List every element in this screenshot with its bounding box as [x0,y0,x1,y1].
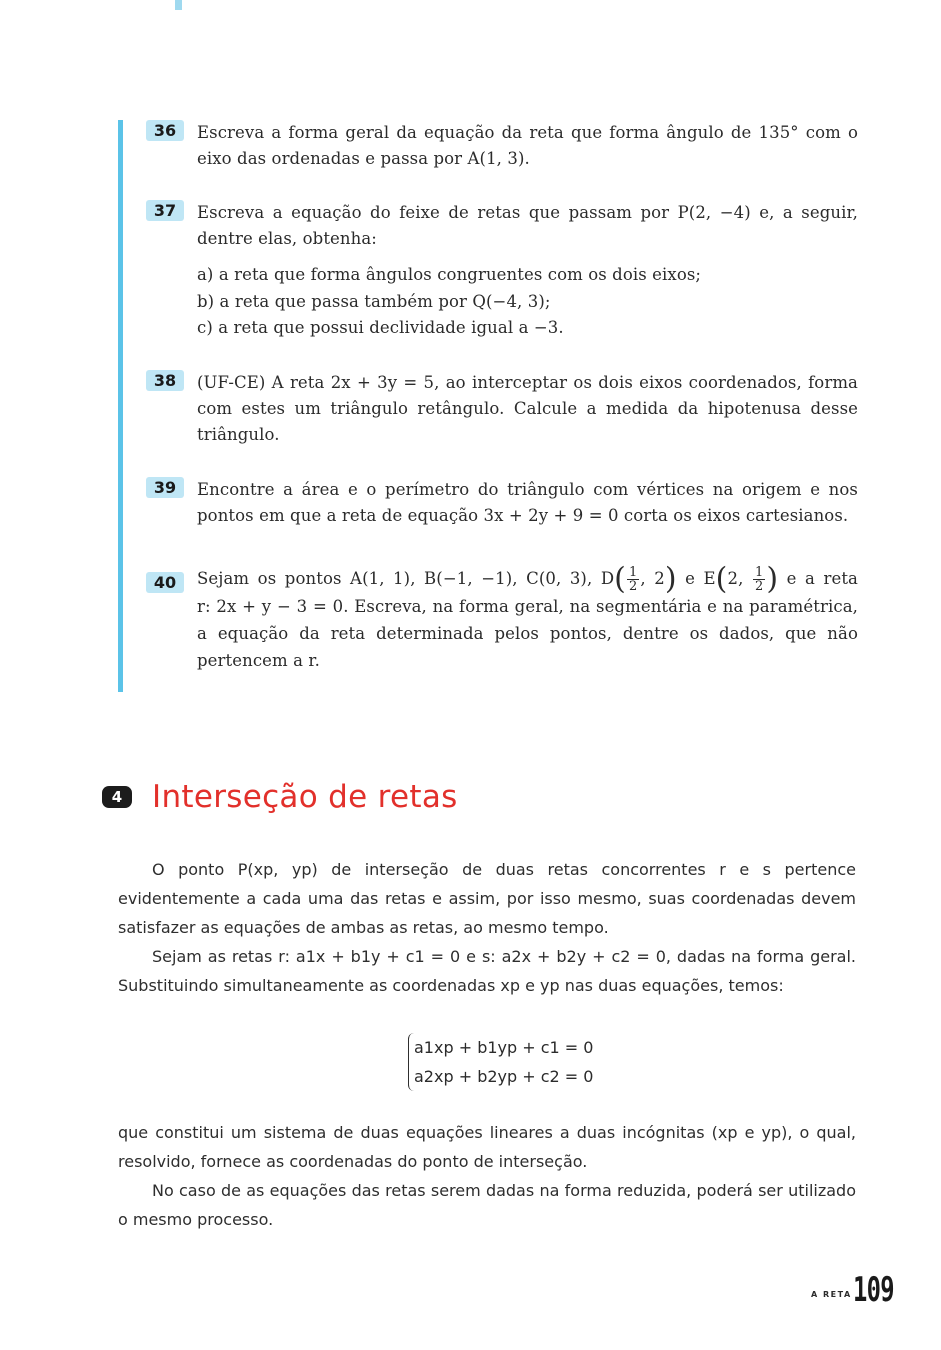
paren-close: ) [664,561,677,597]
exercise-sidebar-bar [118,120,123,692]
paren-close: ) [766,561,779,597]
exercise-38 [146,370,858,448]
equation-system [408,1033,593,1091]
paragraph: Sejam as retas r: a1x + b1y + c1 = 0 e s: a2x + b2y + c2 = 0, dadas na forma geral. Substituindo simultaneamente as coordenadas xp e yp nas duas equações, temos: [118,947,856,995]
exercise-text-rest: r: 2x + y − 3 = 0. Escreva, na forma geral, na segmentária e na paramétrica, a equação da reta determinada pelos pontos, dentre os dados, que não pertencem a r. [197,597,858,670]
paren-open: ( [614,561,626,597]
paragraph: No caso de as equações das retas serem dadas na forma reduzida, poderá ser utilizado o mesmo processo. [118,1181,856,1229]
exercise-number: 40 [146,572,184,593]
exercise-number: 39 [146,477,184,498]
exercise-item-a: a) a reta que forma ângulos congruentes com os dois eixos; [197,265,702,284]
equation-1: a1xp + b1yp + c1 = 0 [414,1038,594,1057]
exercise-item-c: c) a reta que possui declividade igual a −3. [197,318,564,337]
exercise-40 [146,561,858,674]
exercise-36 [146,120,858,172]
exercise-number: 36 [146,120,184,141]
exercise-number: 38 [146,370,184,391]
exercise-39 [146,477,858,529]
exercise-text: Encontre a área e o perímetro do triângulo com vértices na origem e nos pontos em que a reta de equação 3x + 2y + 9 = 0 corta os eixos cartesianos. [197,480,858,525]
fraction: $\frac{1}{2}$ [754,565,764,594]
exercise-text: (UF-CE) A reta 2x + 3y = 5, ao interceptar os dois eixos coordenados, forma com estes um triângulo retângulo. Calcule a medida da hipotenusa desse triângulo. [197,373,858,444]
exercise-text: Sejam os pontos A(1, 1), B(−1, −1), C(0, 3), D( $\frac{1}{2}$ , 2) e E(2, $\frac{1}{2}$ ) e a reta [197,561,858,597]
body-paragraphs-bottom [118,1118,856,1234]
equation-2: a2xp + b2yp + c2 = 0 [414,1067,594,1086]
exercise-number: 37 [146,200,184,221]
corner-mark [175,0,182,10]
page-number: 109 [853,1270,894,1310]
fraction: $\frac{1}{2}$ [628,565,638,594]
paragraph: que constitui um sistema de duas equações lineares a duas incógnitas (xp e yp), o qual, resolvido, fornece as coordenadas do ponto de interseção. [118,1123,856,1171]
paren-open: ( [715,561,728,597]
points-list: Sejam os pontos A(1, 1), B(−1, −1), C(0, 3), D [197,569,615,588]
paragraph: O ponto P(xp, yp) de interseção de duas retas concorrentes r e s pertence evidentemente a cada uma das retas e assim, por isso mesmo, suas coordenadas devem satisfazer as equações de ambas as retas, ao mesmo tempo. [118,860,856,937]
running-footer: A RETA [811,1290,852,1299]
section-badge: 4 [102,786,132,808]
exercise-text: Escreva a forma geral da equação da reta que forma ângulo de 135° com o eixo das ordenadas e passa por A(1, 3). [197,123,858,168]
exercise-text: Escreva a equação do feixe de retas que passam por P(2, −4) e, a seguir, dentre elas, obtenha: [197,203,858,248]
section-heading [102,777,458,817]
exercise-item-b: b) a reta que passa também por Q(−4, 3); [197,291,551,311]
body-paragraphs-top [118,855,856,1000]
section-title: Interseção de retas [152,779,458,815]
exercise-37 [146,200,858,342]
